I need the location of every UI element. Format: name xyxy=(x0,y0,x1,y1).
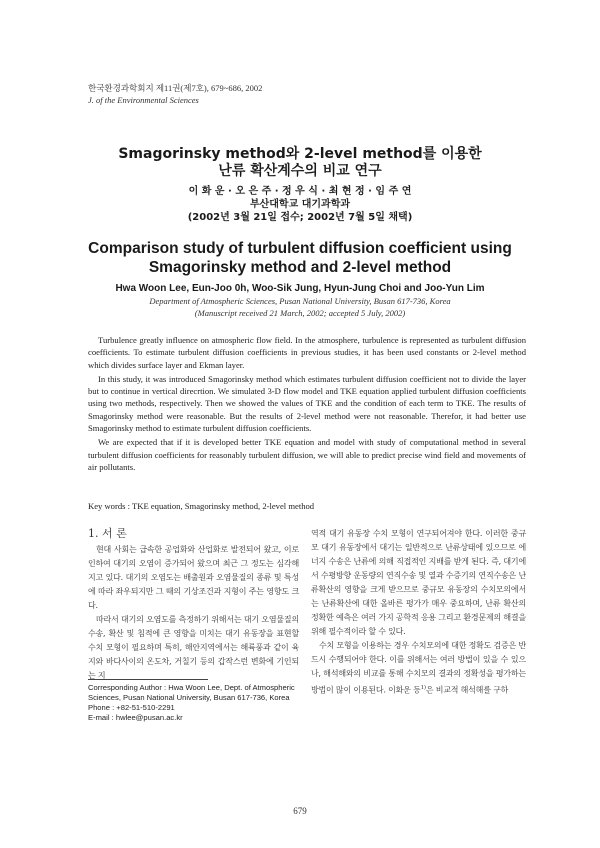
journal-header xyxy=(88,82,262,106)
english-title xyxy=(0,239,600,277)
abstract-paragraph-1: Turbulence greatly influence on atmospheric flow field. In the atmosphere, turbulence is represented as turbulent diffusion coefficients. To estimate turbulent diffusion coefficients in previous studies, it has been used constants or 2-level method which divides surface layer and Ekman layer. xyxy=(88,335,526,370)
corresponding-author: Corresponding Author : Hwa Woon Lee, Dept. of Atmospheric Sciences, Pusan National University, Busan 617-736, Korea xyxy=(88,683,295,702)
body-text: 수치 모형을 이용하는 경우 수치모의에 대한 정확도 검증은 반드시 수행되어야 한다. 이를 위해서는 여러 방법이 있을 수 있으나, 해석해와의 비교를 통해 수치모의 결과의 정확성을 평가하는 방법이 많이 이용된다. 이화운 등 xyxy=(311,641,526,695)
korean-title-line-1: Smagorinsky method와 2-level method를 이용한 xyxy=(118,146,482,162)
corresponding-author-footnote xyxy=(88,683,300,723)
korean-title-line-2: 난류 확산계수의 비교 연구 xyxy=(218,163,382,179)
korean-author-block xyxy=(0,185,600,224)
footnote-divider xyxy=(88,679,208,680)
body-paragraph xyxy=(311,639,526,698)
body-text: 은 비교적 해석해를 구하 xyxy=(425,685,509,695)
korean-authors: 이 화 운 · 오 은 주 · 정 우 식 · 최 현 정 · 임 주 연 xyxy=(188,186,412,197)
abstract-paragraph-2: In this study, it was introduced Smagorinsky method which estimates turbulent diffusion coefficient not to divide the layer but to continue in vertical direcrtion. We simulated 3-D flow model and TKE equation applied turbulent diffusion coefficients using two methods, respectively. Then we showed the values of TKE and the condition of each term to TKE. The results of Smagorinsky method were reasonable. But the results of 2-level method were not reasonable. Therefor, it had better use Smagorinsky method to estimate turbulent diffusion coefficients. xyxy=(88,373,526,434)
journal-name-korean: 한국환경과학회지 제11권(제7호), 679~686, 2002 xyxy=(88,83,263,93)
english-affiliation-block xyxy=(0,296,600,319)
body-paragraph: 따라서 대기의 오염도를 측정하기 위해서는 대기 오염물질의 수송, 확산 및 침적에 큰 영향을 미치는 대기 유동장을 표현할 수치 모형이 필요하며 특히, 해안지역에서는 해륙풍과 같이 육지와 바다사이의 온도차, 거칠기 등의 갑작스런 변화에 기인되는 지 xyxy=(88,615,299,680)
body-column-left xyxy=(88,527,299,683)
page-number: 679 xyxy=(293,806,307,816)
abstract-paragraph-3: We are expected that if it is developed better TKE equation and model with study of computational method in several turbulent diffusion coefficients for reasonably turbulent diffusion, we will able to predict precise wind field and movements of air pollutants. xyxy=(88,437,526,472)
english-affiliation: Department of Atmospheric Sciences, Pusan National University, Busan 617-736, Korea xyxy=(149,296,451,306)
abstract xyxy=(88,334,526,475)
english-title-line-1: Comparison study of turbulent diffusion coefficient using xyxy=(88,240,512,257)
korean-affiliation: 부산대학교 대기과학과 xyxy=(249,199,351,210)
keywords: Key words : TKE equation, Smagorinsky method, 2-level method xyxy=(88,501,315,511)
journal-name-english: J. of the Environmental Sciences xyxy=(88,95,199,105)
author-phone: Phone : +82-51-510-2291 xyxy=(88,703,175,712)
section-heading-introduction: 1. 서 론 xyxy=(88,527,127,540)
citation-reference: 1) xyxy=(420,685,426,691)
author-email: E-mail : hwlee@pusan.ac.kr xyxy=(88,713,183,722)
english-title-line-2: Smagorinsky method and 2-level method xyxy=(148,259,452,276)
body-column-right xyxy=(311,527,526,698)
body-paragraph: 역적 대기 유동장 수치 모형이 연구되어져야 한다. 이러한 중규모 대기 유동장에서 대기는 일반적으로 난류상태에 있으므로 에너지 수송은 난류에 의해 직접적인 지배를 받게 된다. 즉, 대기에서 수평방향 운동량의 연직수송 및 열과 수증기의 연직수송은 난류확산의 영향을 크게 받으므로 중규모 유동장의 수치모의에서는 난류확산에 대한 올바른 평가가 매우 중요하며, 난류 확산의 정확한 예측은 여러 가지 공학적 응용 그리고 환경문제의 해결을 위해 필수적이라 할 수 있다. xyxy=(311,529,526,636)
english-received-date: (Manuscript received 21 March, 2002; accepted 5 July, 2002) xyxy=(194,307,406,318)
english-authors: Hwa Woon Lee, Eun-Joo 0h, Woo-Sik Jung, Hyun-Jung Choi and Joo-Yun Lim xyxy=(115,283,485,294)
body-paragraph: 현대 사회는 급속한 공업화와 산업화로 발전되어 왔고, 이로 인하여 대기의 오염이 증가되어 왔으며 최근 그 정도는 심각해지고 있다. 대기의 오염도는 배출원과 오염물질의 종류 및 특성에 따라 좌우되지만 그 때의 기상조건과 지형이 주는 영향도 크다. xyxy=(88,545,299,610)
korean-received-date: (2002년 3월 21일 접수; 2002년 7월 5일 채택) xyxy=(187,212,413,223)
korean-title xyxy=(0,146,600,180)
